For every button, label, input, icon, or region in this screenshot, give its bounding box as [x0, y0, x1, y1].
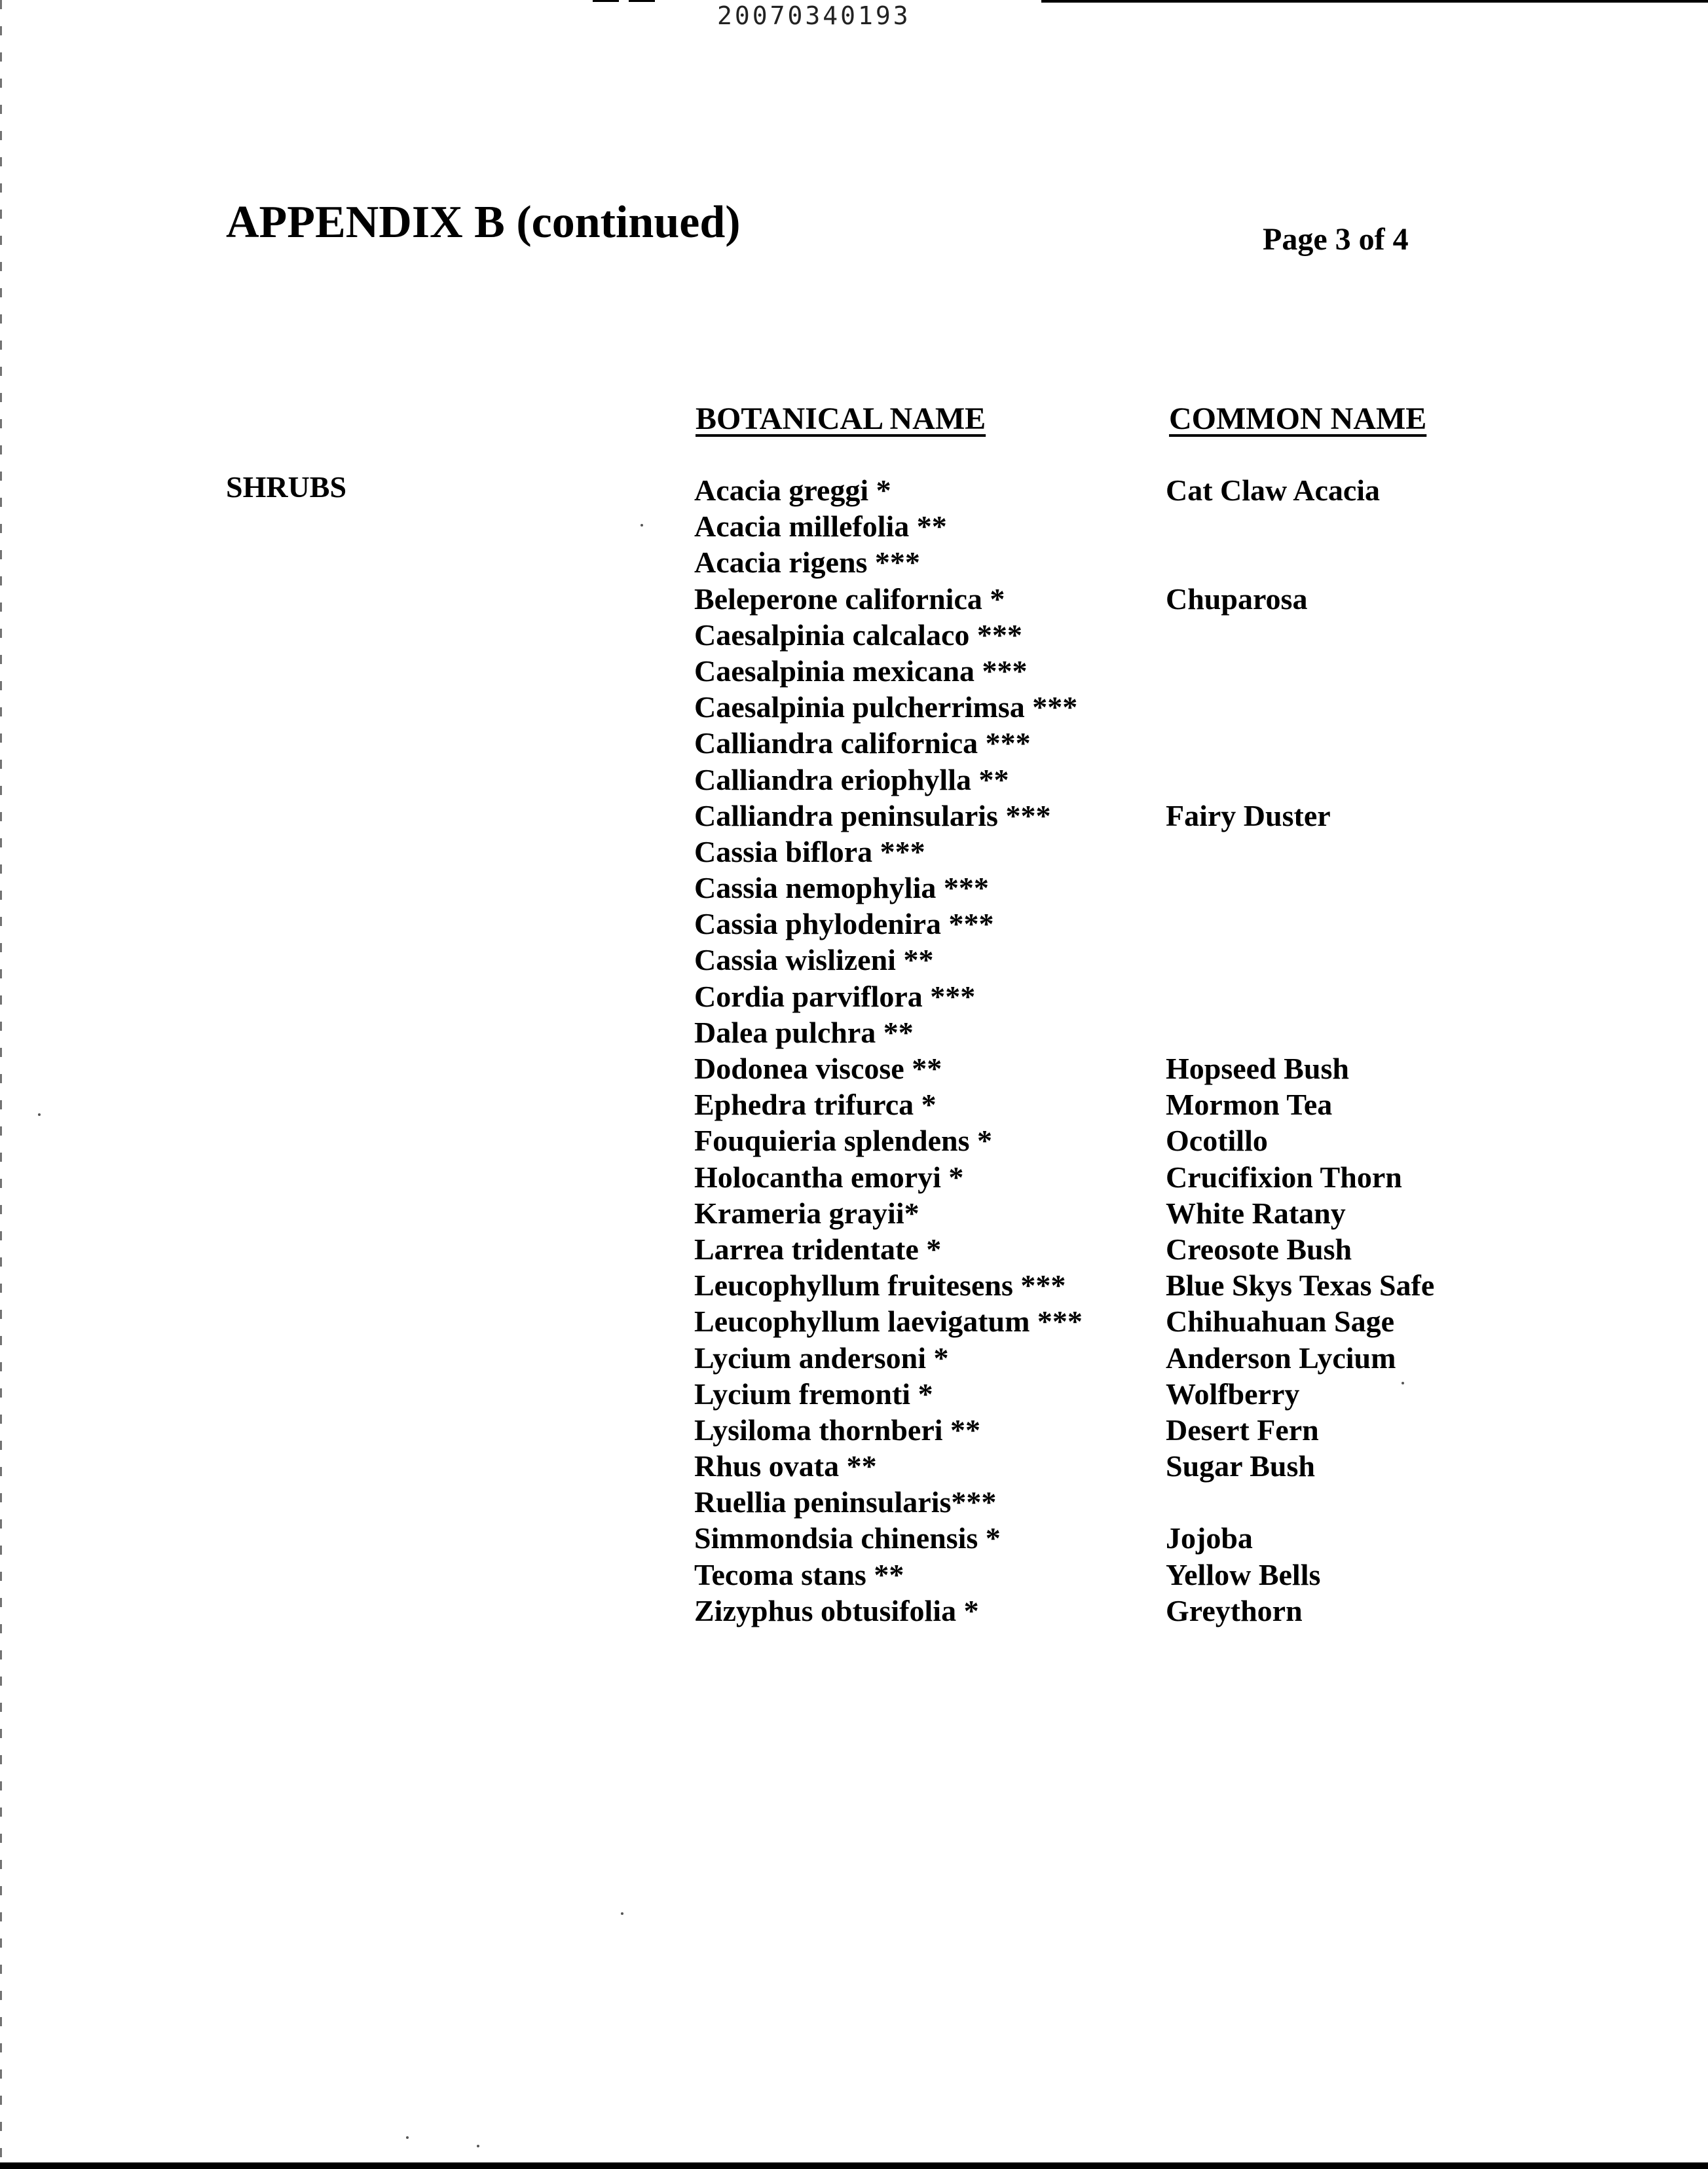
common-name: Hopseed Bush	[1166, 1052, 1349, 1085]
plant-row	[681, 1087, 1467, 1123]
plant-row	[681, 545, 1467, 581]
botanical-name: Holocantha emoryi *	[694, 1160, 964, 1194]
plant-row	[681, 1521, 1467, 1557]
botanical-name: Tecoma stans **	[694, 1557, 904, 1591]
common-name: Chihuahuan Sage	[1166, 1305, 1394, 1339]
botanical-name: Ephedra trifurca *	[694, 1088, 937, 1122]
plant-row	[681, 1593, 1467, 1629]
botanical-name: Calliandra peninsularis ***	[694, 798, 1051, 832]
botanical-name: Cassia nemophylia ***	[694, 871, 989, 905]
plant-row	[681, 1377, 1467, 1413]
botanical-name: Krameria grayii*	[694, 1196, 919, 1230]
plant-row	[681, 582, 1467, 618]
common-name: Desert Fern	[1166, 1413, 1319, 1447]
common-name: Creosote Bush	[1166, 1232, 1352, 1266]
botanical-name: Cassia biflora ***	[694, 834, 925, 868]
plant-row	[681, 1485, 1467, 1521]
botanical-name: Cassia phylodenira ***	[694, 907, 994, 941]
scan-speck	[477, 2145, 479, 2147]
scan-artifact-dash	[629, 0, 655, 2]
common-name: White Ratany	[1166, 1196, 1346, 1230]
plant-row	[681, 1160, 1467, 1196]
scan-artifact-left-edge	[0, 0, 2, 2169]
botanical-name: Acacia greggi *	[694, 473, 891, 507]
plant-row	[681, 870, 1467, 906]
common-name: Blue Skys Texas Safe	[1166, 1269, 1435, 1303]
plant-list	[681, 473, 1467, 1629]
common-name: Jojoba	[1166, 1521, 1253, 1555]
botanical-name: Simmondsia chinensis *	[694, 1521, 1001, 1555]
plant-row	[681, 473, 1467, 509]
common-name: Crucifixion Thorn	[1166, 1160, 1402, 1194]
botanical-name: Calliandra eriophylla **	[694, 762, 1009, 796]
plant-row	[681, 1196, 1467, 1232]
plant-row	[681, 942, 1467, 978]
plant-row	[681, 979, 1467, 1015]
plant-row	[681, 1341, 1467, 1377]
plant-row	[681, 618, 1467, 654]
botanical-name: Caesalpinia calcalaco ***	[694, 618, 1022, 652]
botanical-name: Leucophyllum fruitesens ***	[694, 1269, 1066, 1303]
botanical-name: Lysiloma thornberi **	[694, 1413, 981, 1447]
common-name: Ocotillo	[1166, 1124, 1268, 1158]
scan-artifact-dash	[593, 0, 619, 2]
scan-speck	[621, 1912, 623, 1915]
common-name: Cat Claw Acacia	[1166, 473, 1381, 507]
common-name: Anderson Lycium	[1166, 1341, 1396, 1375]
common-name: Fairy Duster	[1166, 798, 1331, 832]
plant-row	[681, 1123, 1467, 1159]
plant-row	[681, 1557, 1467, 1593]
common-name: Chuparosa	[1166, 582, 1308, 616]
plant-row	[681, 1051, 1467, 1087]
plant-row	[681, 1268, 1467, 1304]
section-label-shrubs: SHRUBS	[226, 470, 347, 504]
botanical-name: Fouquieria splendens *	[694, 1124, 992, 1158]
plant-row	[681, 798, 1467, 834]
plant-row	[681, 762, 1467, 798]
scan-speck	[640, 524, 643, 527]
common-name: Greythorn	[1166, 1593, 1303, 1627]
common-name: Mormon Tea	[1166, 1088, 1333, 1122]
botanical-name: Cordia parviflora ***	[694, 979, 976, 1013]
plant-row	[681, 1304, 1467, 1340]
botanical-name: Lycium fremonti *	[694, 1377, 933, 1411]
botanical-name: Caesalpinia pulcherrimsa ***	[694, 690, 1078, 724]
botanical-name: Dalea pulchra **	[694, 1015, 914, 1049]
scan-speck	[406, 2136, 409, 2139]
plant-row	[681, 1449, 1467, 1485]
common-name: Sugar Bush	[1166, 1449, 1316, 1483]
botanical-name: Acacia rigens ***	[694, 546, 920, 580]
plant-row	[681, 834, 1467, 870]
botanical-name: Zizyphus obtusifolia *	[694, 1593, 979, 1627]
botanical-name: Leucophyllum laevigatum ***	[694, 1305, 1083, 1339]
botanical-name: Cassia wislizeni **	[694, 943, 934, 977]
common-name: Wolfberry	[1166, 1377, 1300, 1411]
document-number: 20070340193	[717, 1, 911, 30]
botanical-name: Beleperone californica *	[694, 582, 1005, 616]
page-number-label: Page 3 of 4	[1263, 222, 1409, 257]
plant-row	[681, 906, 1467, 942]
plant-row	[681, 1232, 1467, 1268]
appendix-title: APPENDIX B (continued)	[226, 197, 741, 248]
plant-row	[681, 1413, 1467, 1449]
botanical-name: Calliandra californica ***	[694, 726, 1031, 760]
plant-row	[681, 654, 1467, 690]
botanical-name: Rhus ovata **	[694, 1449, 877, 1483]
botanical-name: Larrea tridentate *	[694, 1232, 942, 1266]
plant-row	[681, 726, 1467, 762]
plant-row	[681, 509, 1467, 545]
common-name: Yellow Bells	[1166, 1557, 1321, 1591]
botanical-name: Caesalpinia mexicana ***	[694, 654, 1028, 688]
botanical-name: Dodonea viscose **	[694, 1052, 942, 1085]
plant-row	[681, 690, 1467, 726]
botanical-name-header: BOTANICAL NAME	[696, 401, 986, 436]
common-name-header: COMMON NAME	[1169, 401, 1427, 436]
scan-artifact-bottom-rule	[0, 2162, 1708, 2169]
scan-speck	[38, 1113, 41, 1116]
botanical-name: Ruellia peninsularis***	[694, 1485, 997, 1519]
plant-row	[681, 1015, 1467, 1051]
botanical-name: Acacia millefolia **	[694, 510, 947, 544]
scan-artifact-top-rule	[1041, 0, 1708, 3]
botanical-name: Lycium andersoni *	[694, 1341, 949, 1375]
